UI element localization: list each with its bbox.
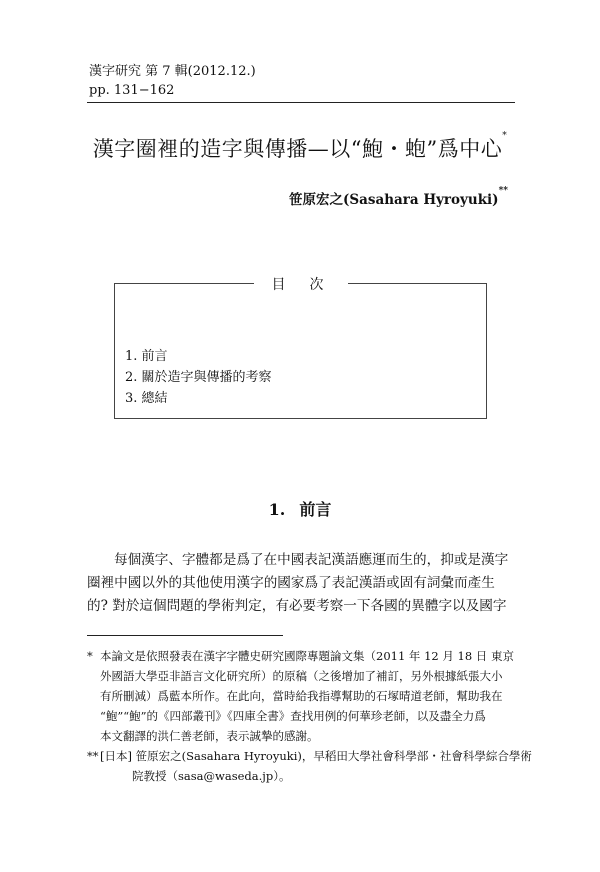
footnote-mark: ** (87, 749, 99, 763)
title-footnote-mark: * (502, 131, 508, 141)
footnote-rule (87, 635, 283, 636)
page-range: pp. 131−162 (89, 83, 175, 98)
section-number: 1. (268, 500, 286, 519)
journal-header (89, 62, 256, 100)
body-line: 的? 對於這個問題的學術判定，有必要考察一下各國的異體字以及國字 (87, 598, 507, 614)
toc-item: 3. 總結 (125, 391, 168, 406)
footnote-line: 有所刪減）爲藍本所作。在此向，當時給我指導幫助的石塚晴道老師，幫助我在 (100, 689, 503, 703)
footnote-line: 院教授（sasa@waseda.jp）。 (132, 769, 291, 783)
author-line (289, 188, 508, 208)
toc-item: 1. 前言 (125, 349, 168, 364)
body-line: 圈裡中國以外的其他使用漢字的國家爲了表記漢語或固有詞彙而產生 (87, 575, 495, 591)
footnote-line: “鮑”“鮑”的《四部叢刊》《四庫全書》查找用例的何華珍老師，以及盡全力爲 (100, 709, 486, 723)
toc-item: 2. 關於造字與傳播的考察 (125, 370, 272, 385)
author-footnote-mark: ** (498, 186, 508, 196)
footnote-mark: * (87, 649, 93, 663)
footnotes (87, 646, 532, 786)
footnote-line: 本文翻譯的洪仁善老師，表示誠摯的感謝。 (100, 729, 319, 743)
section-heading (0, 497, 600, 520)
footnote-line: [日本] 笹原宏之(Sasahara Hyroyuki)，早稻田大學社會科學部・社會科學綜合學術 (100, 749, 532, 763)
toc-title-text: 目次 (254, 277, 348, 293)
table-of-contents (114, 277, 487, 419)
paper-title (0, 133, 600, 163)
footnote-1 (87, 646, 517, 746)
body-line: 每個漢字、字體都是爲了在中國表記漢語應運而生的，抑或是漢字 (114, 552, 509, 568)
toc-title (115, 274, 486, 294)
paper-title-text: 漢字圈裡的造字與傳播—以“鮑・蚫”爲中心 (92, 137, 503, 161)
author-name: 笹原宏之(Sasahara Hyroyuki) (288, 192, 499, 208)
footnote-line: 外國語大學亞非語言文化研究所）的原稿（之後增加了補訂，另外根據紙張大小 (100, 669, 503, 683)
footnote-2 (87, 746, 532, 786)
journal-name-issue: 漢字研究 第 7 輯(2012.12.) (89, 64, 256, 79)
body-paragraph (87, 549, 517, 618)
toc-list (125, 346, 272, 409)
header-rule (87, 102, 515, 103)
footnote-line: 本論文是依照發表在漢字字體史研究國際專題論文集（2011 年 12 月 18 日 東京 (100, 649, 514, 663)
section-title: 前言 (299, 500, 332, 519)
